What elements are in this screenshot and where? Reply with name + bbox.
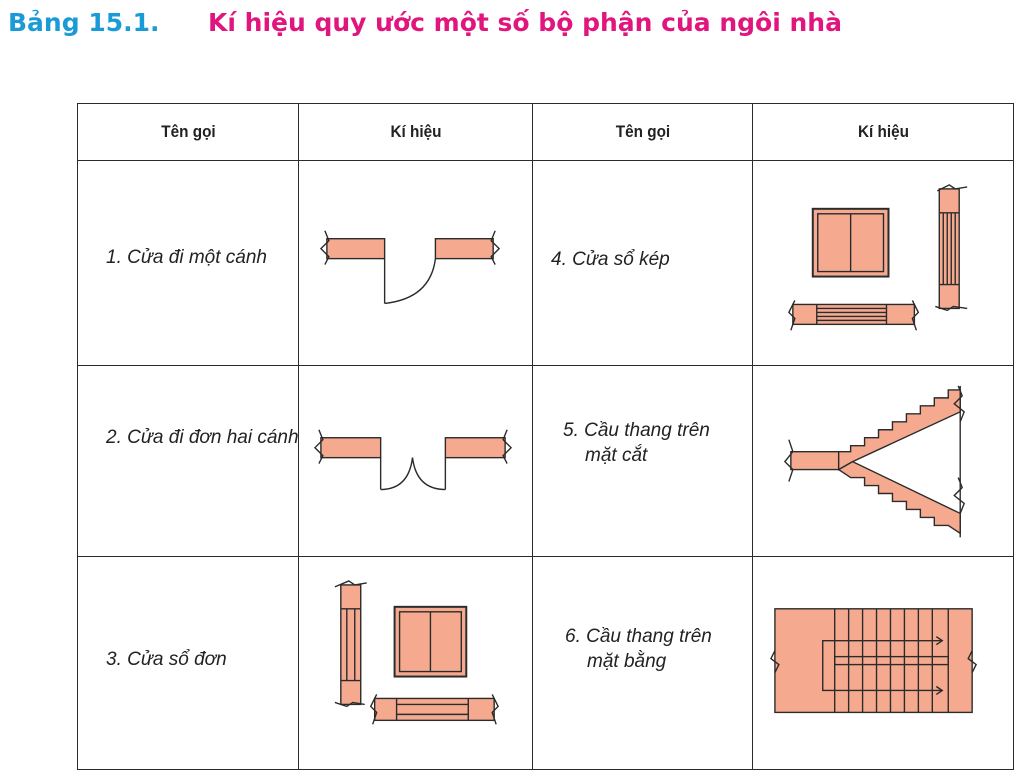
header-symbol-1: Kí hiệu xyxy=(310,104,521,161)
table-number: Bảng 15.1. xyxy=(8,7,160,37)
symbol-cell xyxy=(299,366,533,557)
header-name-2: Tên gọi xyxy=(544,104,742,161)
symbol-cell xyxy=(753,161,1014,366)
header-symbol-2: Kí hiệu xyxy=(766,104,1001,161)
symbol-cell xyxy=(753,557,1014,769)
header-row xyxy=(78,104,1014,161)
name-cell xyxy=(533,161,753,366)
table-row xyxy=(78,366,1014,557)
stair-plan-icon xyxy=(753,557,1013,768)
single-window-icon xyxy=(299,557,532,768)
double-door-icon xyxy=(299,366,532,556)
item-name: 5. Cầu thang trên mặt cắt xyxy=(563,420,710,467)
item-name: 2. Cửa đi đơn hai cánh xyxy=(106,426,299,448)
single-door-icon xyxy=(299,161,532,365)
symbols-table xyxy=(77,103,1014,770)
item-name: 6. Cầu thang trên mặt bằng xyxy=(565,626,712,673)
name-cell xyxy=(533,557,753,769)
name-cell xyxy=(78,161,299,366)
item-name: 1. Cửa đi một cánh xyxy=(106,246,267,268)
symbol-cell xyxy=(299,557,533,769)
name-cell xyxy=(533,366,753,557)
stair-section-icon xyxy=(753,366,1013,556)
symbol-cell xyxy=(299,161,533,366)
item-name: 4. Cửa sổ kép xyxy=(551,248,670,270)
table-caption: Kí hiệu quy ước một số bộ phận của ngôi nhà xyxy=(208,7,842,37)
table-row xyxy=(78,557,1014,769)
table-row xyxy=(78,161,1014,366)
header-name-1: Tên gọi xyxy=(89,104,288,161)
item-name: 3. Cửa sổ đơn xyxy=(106,648,227,670)
table-title xyxy=(8,4,842,40)
double-window-icon xyxy=(753,161,1013,365)
name-cell xyxy=(78,557,299,769)
symbol-cell xyxy=(753,366,1014,557)
name-cell xyxy=(78,366,299,557)
